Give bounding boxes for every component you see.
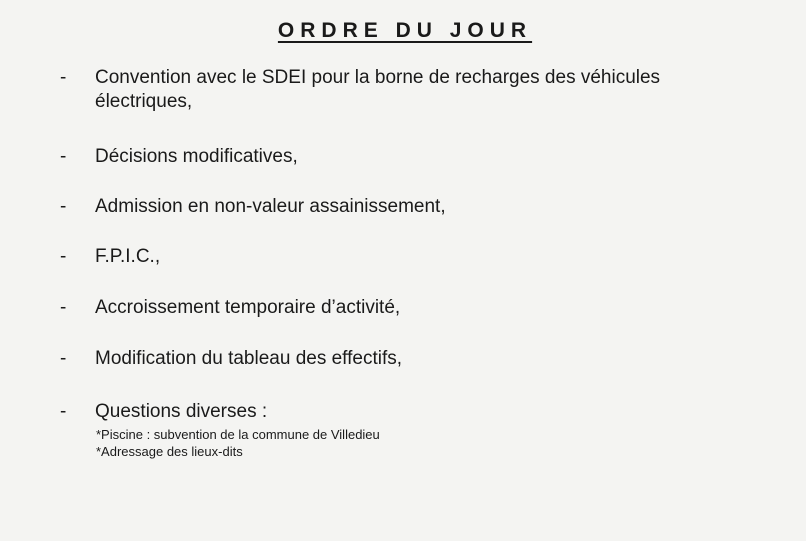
bullet-dash: - [60, 146, 67, 167]
list-item-line: électriques, [95, 91, 193, 112]
list-item-text: F.P.I.C., [95, 246, 161, 267]
list-item-text: Admission en non-valeur assainissement, [95, 196, 446, 217]
list-item-line: Convention avec le SDEI pour la borne de recharges des véhicules [95, 67, 661, 88]
bullet-dash: - [60, 196, 67, 217]
bullet-dash: - [60, 246, 67, 267]
list-item-text: Modification du tableau des effectifs, [95, 348, 403, 369]
sub-item: *Piscine : subvention de la commune de Villedieu [96, 427, 380, 442]
list-item-text [95, 66, 785, 114]
list-item-text: Décisions modificatives, [95, 146, 298, 167]
bullet-dash: - [60, 297, 67, 318]
bullet-dash: - [60, 401, 67, 422]
list-item-text: Questions diverses : [95, 401, 268, 422]
sub-item: *Adressage des lieux-dits [96, 444, 243, 459]
list-item-text: Accroissement temporaire d’activité, [95, 297, 401, 318]
bullet-dash: - [60, 348, 67, 369]
title-text: ORDRE DU JOUR [277, 19, 533, 42]
bullet-dash: - [60, 67, 67, 88]
page-title [0, 8, 806, 45]
